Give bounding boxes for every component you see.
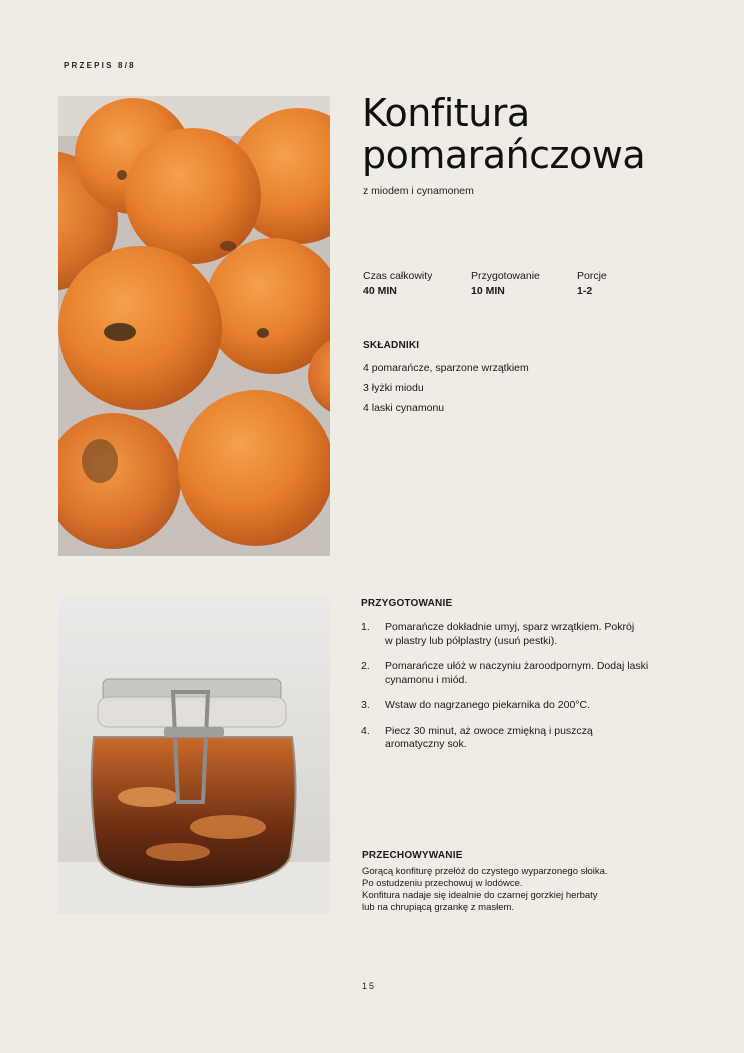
preparation-heading: PRZYGOTOWANIE xyxy=(361,598,453,609)
step-number: 3. xyxy=(361,699,370,711)
oranges-photo xyxy=(58,96,330,556)
step-line: aromatyczny sok. xyxy=(385,738,467,750)
step-line: Pomarańcze dokładnie umyj, sparz wrzątkiem. Pokrój xyxy=(385,621,635,633)
storage-line: Konfitura nadaje się idealnie do czarnej gorzkiej herbaty xyxy=(362,890,598,901)
meta-label: Przygotowanie xyxy=(471,270,540,282)
storage-line: Po ostudzeniu przechowuj w lodówce. xyxy=(362,878,523,889)
oranges-illustration xyxy=(58,96,330,556)
step-text xyxy=(385,660,648,687)
recipe-title-line1: Konfitura xyxy=(362,91,530,135)
meta-prep-time xyxy=(471,269,540,299)
storage-line: Gorącą konfiturę przełóż do czystego wyparzonego słoika. xyxy=(362,866,608,877)
preparation-steps xyxy=(361,621,681,764)
storage-line: lub na chrupiącą grzankę z masłem. xyxy=(362,902,515,913)
step-line: Pomarańcze ułóż w naczyniu żaroodpornym. Dodaj laski xyxy=(385,660,649,672)
step-text: Wstaw do nagrzanego piekarnika do 200°C. xyxy=(385,699,590,711)
recipe-subtitle: z miodem i cynamonem xyxy=(363,185,474,197)
step-item xyxy=(361,699,681,713)
storage-text xyxy=(362,866,652,914)
step-line: Piecz 30 minut, aż owoce zmiękną i puszczą xyxy=(385,724,593,737)
step-number: 2. xyxy=(361,660,370,672)
step-number: 4. xyxy=(361,724,370,737)
recipe-title xyxy=(362,92,645,176)
meta-value: 1-2 xyxy=(577,285,593,297)
step-line: cynamonu i miód. xyxy=(385,673,468,686)
step-number: 1. xyxy=(361,621,370,633)
jar-of-marmalade-photo xyxy=(58,597,330,914)
meta-total-time xyxy=(363,269,432,299)
ingredient-item: 4 pomarańcze, sparzone wrzątkiem xyxy=(363,362,529,374)
recipe-counter: PRZEPIS 8/8 xyxy=(64,61,136,70)
ingredients-heading: SKŁADNIKI xyxy=(363,340,420,351)
meta-value: 40 MIN xyxy=(363,285,397,297)
step-line: w plastry lub półplastry (usuń pestki). xyxy=(385,634,558,647)
step-text xyxy=(385,621,634,648)
step-item xyxy=(361,621,681,648)
meta-servings xyxy=(577,269,607,299)
meta-label: Porcje xyxy=(577,270,607,282)
jar-illustration xyxy=(58,597,330,914)
step-text xyxy=(385,725,593,752)
ingredient-item: 3 łyżki miodu xyxy=(363,382,424,394)
meta-label: Czas całkowity xyxy=(363,270,433,282)
storage-heading: PRZECHOWYWANIE xyxy=(362,850,463,861)
recipe-title-line2: pomarańczowa xyxy=(362,133,646,177)
ingredient-item: 4 laski cynamonu xyxy=(363,402,445,414)
meta-value: 10 MIN xyxy=(471,285,505,297)
step-item xyxy=(361,660,681,687)
step-item xyxy=(361,725,681,752)
page-number: 15 xyxy=(362,981,377,991)
